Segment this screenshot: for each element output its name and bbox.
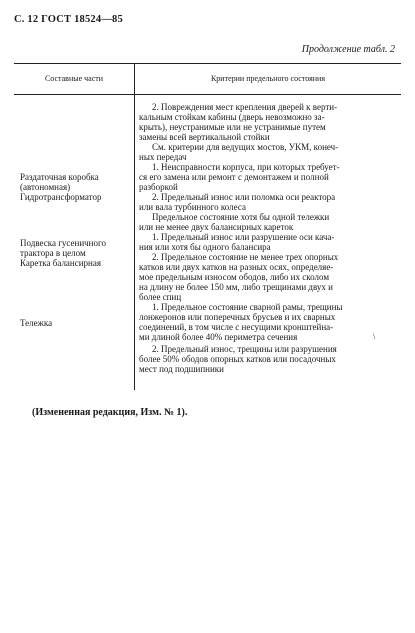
criteria-line: 1. Предельный износ или разрушение оси кача- bbox=[152, 232, 335, 242]
criteria-line: См. критерии для ведущих мостов, УКМ, конеч- bbox=[152, 142, 339, 152]
criteria-line: более 50% ободов опорных катков или посадочных bbox=[139, 354, 336, 364]
criteria-line: крыть), неустранимые или не устранимые путем bbox=[139, 122, 326, 132]
criteria-line: на длину не более 150 мм, либо трещинами двух и bbox=[139, 282, 333, 292]
criteria-line: ния или хотя бы одного балансира bbox=[139, 242, 271, 252]
criteria-line: 1. Неисправности корпуса, при которых требует- bbox=[152, 162, 340, 172]
part-name: (автономная) bbox=[20, 182, 71, 192]
criteria-line: 1. Предельное состояние сварной рамы, трещины bbox=[152, 302, 343, 312]
criteria-line: замены всей вертикальной стойки bbox=[139, 132, 270, 142]
part-name: Подвеска гусеничного bbox=[20, 238, 106, 248]
criteria-line: более спиц bbox=[139, 292, 182, 302]
part-name: трактора в целом bbox=[20, 248, 86, 258]
criteria-line: соединений, в том числе с несущими кронштейна- bbox=[139, 322, 334, 332]
criteria-line: 2. Предельный износ, трещины или разрушения bbox=[152, 344, 337, 354]
part-name: Раздаточная коробка bbox=[20, 172, 99, 182]
table-header-rule bbox=[14, 94, 401, 95]
criteria-line: лонжеронов или поперечных брусьев и их сварных bbox=[139, 312, 336, 322]
criteria-line: кальным стойкам кабины (дверь невозможно за- bbox=[139, 112, 325, 122]
table-top-rule bbox=[14, 63, 401, 64]
criteria-line: 2. Предельное состояние не менее трех опорных bbox=[152, 252, 339, 262]
criteria-line: Предельное состояние хотя бы одной тележки bbox=[152, 212, 330, 222]
part-name: Гидротрансформатор bbox=[20, 192, 102, 202]
table-continuation-label: Продолжение табл. 2 bbox=[301, 44, 395, 55]
part-name: Тележка bbox=[20, 318, 53, 328]
criteria-line: катков или двух катков на разных осях, определяе- bbox=[139, 262, 334, 272]
stray-mark: \ bbox=[373, 332, 376, 341]
criteria-line: мест под подшипники bbox=[139, 364, 224, 374]
criteria-line: мое предельным износом ободов, либо их сколом bbox=[139, 272, 330, 282]
criteria-line: ся его замена или ремонт с демонтажем и полной bbox=[139, 172, 329, 182]
criteria-line: или не менее двух балансирных кареток bbox=[139, 222, 294, 232]
criteria-line: 2. Предельный износ или поломка оси реактора bbox=[152, 192, 336, 202]
column-header-parts: Составные части bbox=[44, 74, 104, 83]
criteria-line: ми длиной более 40% периметра сечения bbox=[139, 332, 298, 342]
amendment-note: (Измененная редакция, Изм. № 1). bbox=[32, 407, 188, 418]
criteria-line: разборкой bbox=[139, 182, 178, 192]
criteria-line: 2. Повреждения мест крепления дверей к верти- bbox=[152, 102, 338, 112]
criteria-line: или вала турбинного колеса bbox=[139, 202, 246, 212]
table-column-divider bbox=[134, 63, 135, 390]
part-name: Каретка балансирная bbox=[20, 258, 102, 268]
criteria-line: ных передач bbox=[139, 152, 187, 162]
column-header-criteria: Критерии предельного состояния bbox=[210, 74, 326, 83]
page-header: С. 12 ГОСТ 18524—85 bbox=[14, 14, 123, 25]
